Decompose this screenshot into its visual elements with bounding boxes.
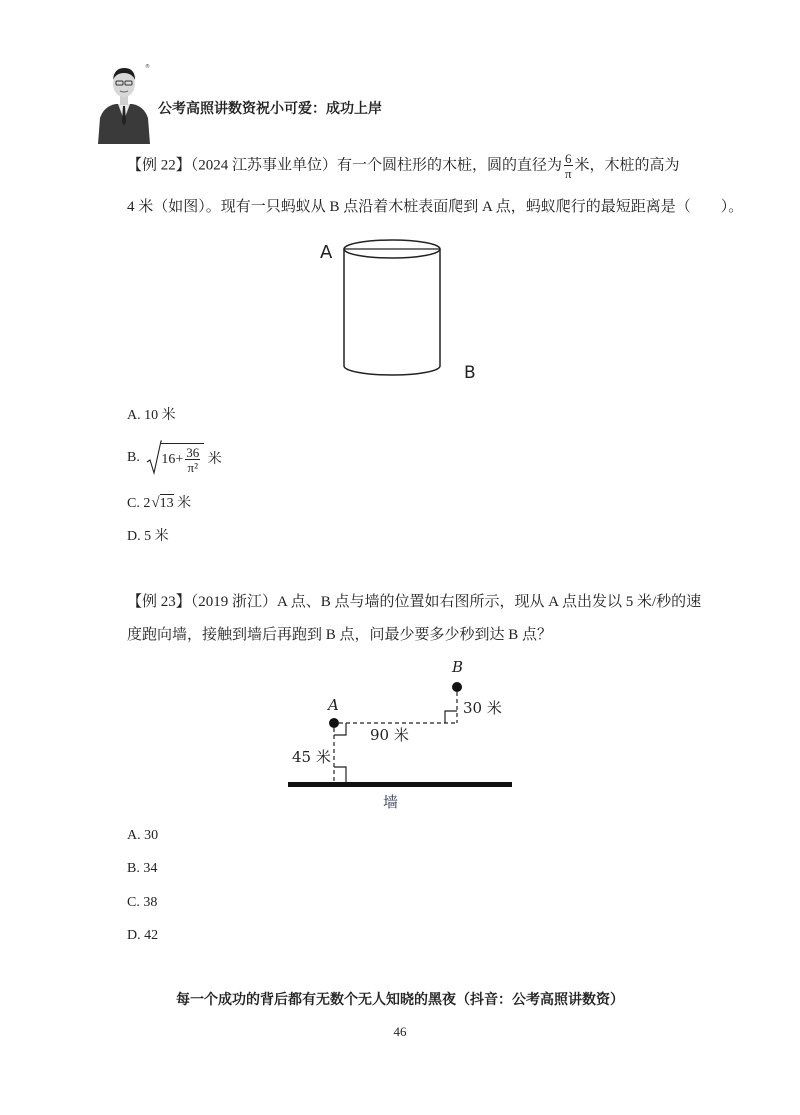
cylinder-figure (300, 226, 500, 386)
point-b-dot (452, 682, 462, 692)
wall-figure (280, 655, 520, 815)
option-b-unit: 米 (207, 452, 222, 467)
q22-option-b (127, 440, 222, 476)
radicand-numerator: 36 (186, 444, 200, 460)
diameter-denominator: π (564, 166, 572, 181)
cylinder-bottom-arc (344, 366, 440, 375)
diameter-numerator: 6 (565, 151, 572, 166)
radicand-fraction (185, 446, 200, 474)
wall-label: 墙 (383, 793, 399, 811)
q22-text-suffix: 米，木桩的高为 (574, 157, 680, 174)
footer-slogan: 每一个成功的背后都有无数个无人知晓的黑夜（抖音：公考高照讲数资） (176, 992, 624, 1008)
radicand-denominator: π² (185, 459, 200, 474)
point-a-label: A (328, 696, 339, 714)
b-right-angle-mark (445, 711, 457, 723)
option-c-prefix: C. 2 (127, 496, 151, 511)
q23-option-d: D. 42 (127, 928, 159, 943)
point-b-label: B (464, 363, 476, 383)
option-b-prefix: B. (127, 450, 140, 465)
point-b-label: B (452, 658, 464, 676)
q23-statement-line1: 【例 23】（2019 浙江）A 点、B 点与墙的位置如右图所示，现从 A 点出发以 5 米/秒的速 (127, 594, 702, 610)
distance-45-label: 45 米 (292, 748, 331, 766)
sqrt-symbol-icon: √ (151, 495, 160, 511)
q23-option-c: C. 38 (127, 895, 158, 910)
radicand-integer: 16+ (161, 451, 184, 467)
q22-text-prefix: 【例 22】（2024 江苏事业单位）有一个圆柱形的木桩，圆的直径为 (127, 157, 563, 174)
diameter-fraction (564, 152, 573, 180)
q22-option-d: D. 5 米 (127, 529, 169, 544)
option-c-unit: 米 (177, 496, 192, 511)
point-a-dot (329, 718, 339, 728)
brand-text: 公考高照讲数资祝小可爱：成功上岸 (158, 101, 382, 117)
q22-option-a: A. 10 米 (127, 408, 176, 423)
distance-30-label: 30 米 (463, 699, 502, 717)
sqrt-radicand (160, 443, 204, 474)
wall-line (288, 782, 512, 787)
q22-statement-line1 (127, 152, 680, 180)
author-photo (96, 60, 152, 144)
avatar (96, 60, 152, 144)
q22-option-c (127, 492, 191, 512)
page-number: 46 (393, 1024, 407, 1039)
point-a-label: A (320, 242, 333, 263)
q22-statement-line2: 4 米（如图）。现有一只蚂蚁从 B 点沿着木桩表面爬到 A 点，蚂蚁爬行的最短距离是（ ）。 (127, 199, 744, 215)
option-c-radicand: 13 (159, 496, 174, 511)
q23-statement-line2: 度跑向墙，接触到墙后再跑到 B 点，问最少要多少秒到达 B 点？ (127, 627, 553, 643)
q23-option-a: A. 30 (127, 828, 159, 843)
distance-90-label: 90 米 (370, 726, 409, 744)
a-right-angle-mark-bottom (334, 767, 346, 783)
q23-option-b: B. 34 (127, 861, 158, 876)
svg-text:®: ® (145, 64, 150, 70)
